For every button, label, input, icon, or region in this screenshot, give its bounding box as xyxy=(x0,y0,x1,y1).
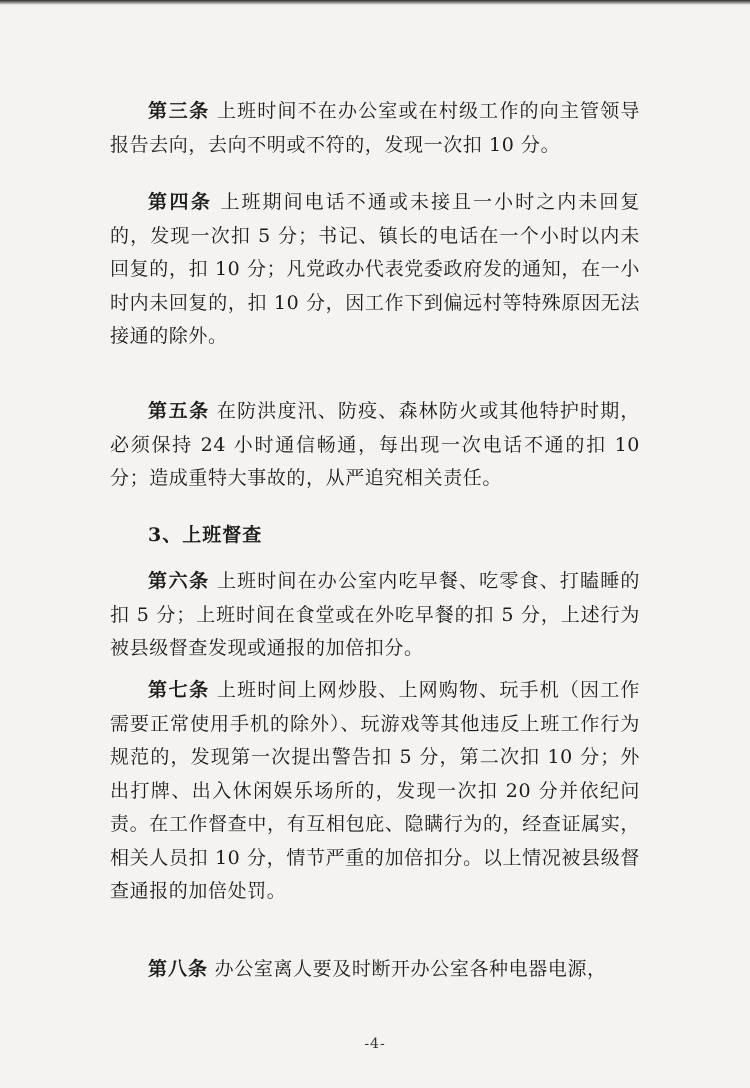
article-label: 第六条 xyxy=(148,570,210,592)
article-text: 上班时间上网炒股、上网购物、玩手机（因工作需要正常使用手机的除外）、玩游戏等其他违反上班工作行为规范的，发现第一次提出警告扣 5 分，第二次扣 10 分；外出打牌、出入休闲娱乐场所的，发现一次扣 20 分并依纪问责。在工作督查中，有互相包庇、隐瞒行为的，经查证属实，相关人员扣 10 分，情节严重的加倍扣分。以上情况被县级督查通报的加倍处罚。 xyxy=(110,679,640,902)
paragraph-article-6 xyxy=(110,565,640,666)
article-label: 第三条 xyxy=(148,100,210,122)
article-label: 第八条 xyxy=(148,958,209,980)
article-label: 第四条 xyxy=(148,191,213,213)
section-heading: 3、上班督查 xyxy=(148,524,263,546)
article-text: 上班时间不在办公室或在村级工作的向主管领导报告去向，去向不明或不符的，发现一次扣 10 分。 xyxy=(110,100,640,156)
article-text: 在防洪度汛、防疫、森林防火或其他特护时期，必须保持 24 小时通信畅通，每出现一次电话不通的扣 10 分；造成重特大事故的，从严追究相关责任。 xyxy=(110,400,640,489)
paragraph-article-7 xyxy=(110,674,640,909)
article-label: 第五条 xyxy=(148,400,210,422)
article-label: 第七条 xyxy=(148,679,210,701)
paragraph-article-5 xyxy=(110,395,640,496)
article-text: 上班期间电话不通或未接且一小时之内未回复的，发现一次扣 5 分；书记、镇长的电话在一个小时以内未回复的，扣 10 分；凡党政办代表党委政府发的通知，在一小时内未回复的，扣 10 分，因工作下到偏远村等特殊原因无法接通的除外。 xyxy=(110,191,640,347)
paragraph-article-3 xyxy=(110,95,640,162)
page-number: -4- xyxy=(364,1036,386,1052)
paragraph-article-8 xyxy=(110,953,640,987)
article-text: 办公室离人要及时断开办公室各种电器电源， xyxy=(208,958,607,980)
article-text: 上班时间在办公室内吃早餐、吃零食、打瞌睡的扣 5 分；上班时间在食堂或在外吃早餐的扣 5 分，上述行为被县级督查发现或通报的加倍扣分。 xyxy=(110,570,640,659)
paragraph-article-4 xyxy=(110,186,640,354)
